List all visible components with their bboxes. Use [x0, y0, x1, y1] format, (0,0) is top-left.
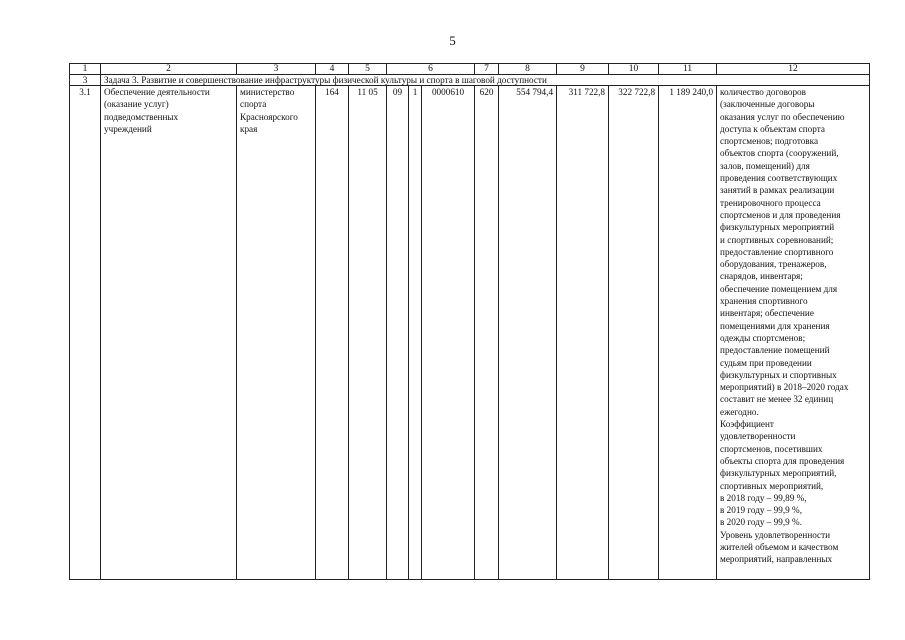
result-line: в 2020 году – 99,9 %.: [720, 517, 802, 528]
col-header: 11: [659, 64, 717, 75]
result-line: занятий в рамках реализации: [720, 185, 835, 196]
result-line: физкультурных мероприятий: [720, 222, 835, 233]
result-line: одежды спортсменов;: [720, 332, 806, 343]
result-line: помещениями для хранения: [720, 320, 830, 331]
col-header: 2: [101, 64, 237, 75]
expected-result: [717, 86, 870, 580]
result-line: хранения спортивного: [720, 296, 808, 307]
col-header: 6: [387, 64, 475, 75]
result-line: объектов спорта (сооружений,: [720, 148, 839, 159]
year2-amount: 311 722,8: [557, 86, 609, 580]
result-line: снарядов, инвентаря;: [720, 271, 803, 282]
total-amount: 1 189 240,0: [659, 86, 717, 580]
row-number: 3.1: [70, 86, 101, 580]
col-header: 9: [557, 64, 609, 75]
col-header: 7: [475, 64, 499, 75]
result-line: инвентаря; обеспечение: [720, 308, 814, 319]
result-line: (заключенные договоры: [720, 99, 815, 110]
executor: министерство спорта Красноярского края: [237, 86, 316, 580]
col-header: 3: [237, 64, 316, 75]
result-line: спортсменов; подготовка: [720, 136, 819, 147]
result-line: оборудования, тренажеров,: [720, 259, 827, 270]
result-line: ежегодно.: [720, 406, 759, 417]
vr-code: 620: [475, 86, 499, 580]
result-line: Коэффициент: [720, 419, 774, 430]
result-line: в 2018 году – 99,89 %,: [720, 492, 807, 503]
result-line: составит не менее 32 единиц: [720, 394, 834, 405]
measure-name: Обеспечение деятельности (оказание услуг) подведомственных учреждений: [101, 86, 237, 580]
result-line: удовлетворенности: [720, 431, 796, 442]
csr-program: 09: [387, 86, 409, 580]
grbs-code: 164: [316, 86, 349, 580]
result-line: Уровень удовлетворенности: [720, 529, 831, 540]
column-number-row: [70, 64, 870, 75]
program-table: [69, 63, 870, 580]
result-line: спортивных мероприятий,: [720, 480, 824, 491]
result-line: мероприятий, направленных: [720, 554, 833, 565]
csr-subprogram: 1: [409, 86, 422, 580]
col-header: 10: [609, 64, 659, 75]
result-line: предоставление спортивного: [720, 246, 834, 257]
task-title: Задача 3. Развитие и совершенствование инфраструктуры физической культуры и спорта в шаговой доступности: [101, 75, 870, 86]
result-line: судьям при проведении: [720, 357, 812, 368]
col-header: 8: [499, 64, 557, 75]
table-row: [70, 86, 870, 580]
task-number: 3: [70, 75, 101, 86]
col-header: 5: [349, 64, 387, 75]
result-line: спортсменов и для проведения: [720, 209, 841, 220]
result-line: залов, помещений) для: [720, 160, 810, 171]
result-line: спортсменов, посетивших: [720, 443, 823, 454]
rzpr-code: 11 05: [349, 86, 387, 580]
year3-amount: 322 722,8: [609, 86, 659, 580]
result-line: доступа к объектам спорта: [720, 123, 825, 134]
csr-code: 0000610: [422, 86, 475, 580]
result-line: предоставление помещений: [720, 345, 830, 356]
result-line: проведения соответствующих: [720, 173, 838, 184]
col-header: 12: [717, 64, 870, 75]
page-number: 5: [449, 33, 456, 48]
result-line: мероприятий) в 2018–2020 годах: [720, 382, 849, 393]
result-line: в 2019 году – 99,9 %,: [720, 505, 802, 516]
result-line: количество договоров: [720, 87, 806, 97]
task-row: [70, 75, 870, 86]
col-header: 4: [316, 64, 349, 75]
result-line: тренировочного процесса: [720, 197, 821, 208]
result-line: физкультурных мероприятий,: [720, 468, 837, 479]
col-header: 1: [70, 64, 101, 75]
year1-amount: 554 794,4: [499, 86, 557, 580]
result-line: обеспечение помещением для: [720, 283, 838, 294]
result-line: оказания услуг по обеспечению: [720, 111, 845, 122]
result-line: жителей объемом и качеством: [720, 541, 839, 552]
result-line: физкультурных и спортивных: [720, 369, 837, 380]
result-line: и спортивных соревнований;: [720, 234, 834, 245]
result-line: объекты спорта для проведения: [720, 455, 845, 466]
